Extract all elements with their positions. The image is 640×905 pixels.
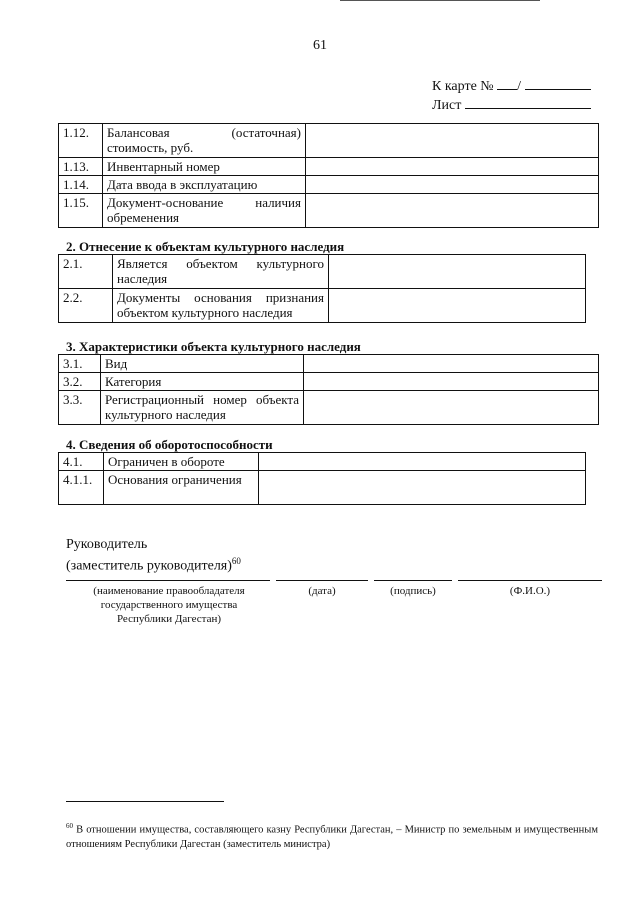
row-number: 3.1. — [59, 355, 101, 373]
footnote-ref: 60 — [231, 556, 241, 566]
row-value[interactable] — [306, 194, 599, 228]
row-number: 1.12. — [59, 124, 103, 158]
page-number: 61 — [313, 38, 327, 53]
row-label: Балансовая (остаточная) стоимость, руб. — [103, 124, 306, 158]
signature-caption: (подпись) — [390, 585, 436, 597]
table-row — [59, 255, 586, 289]
row-label: Дата ввода в эксплуатацию — [103, 176, 306, 194]
table-row — [59, 158, 599, 176]
row-label: Документы основания признания объектом культурного наследия — [113, 289, 329, 323]
table-row — [59, 289, 586, 323]
table-row — [59, 391, 599, 425]
card-subnumber-blank[interactable] — [525, 76, 591, 90]
table-row — [59, 355, 599, 373]
full-name-line[interactable] — [458, 580, 602, 581]
sheet-line — [432, 95, 591, 114]
row-value[interactable] — [304, 391, 599, 425]
row-label: Ограничен в обороте — [104, 453, 259, 471]
row-label: Вид — [101, 355, 304, 373]
row-number: 1.14. — [59, 176, 103, 194]
signer-title: Руководитель — [66, 537, 148, 552]
section-title-heritage-characteristics: 3. Характеристики объекта культурного наследия — [66, 339, 361, 354]
signature-line[interactable] — [374, 580, 452, 581]
row-number: 2.1. — [59, 255, 113, 289]
row-label: Регистрационный номер объекта культурного наследия — [101, 391, 304, 425]
table-row — [59, 453, 586, 471]
table-row — [59, 194, 599, 228]
full-name-caption: (Ф.И.О.) — [509, 585, 551, 597]
holder-caption: (наименование правообладателя государственного имущества Республики Дагестан) — [93, 585, 245, 625]
table-property-details — [58, 123, 599, 228]
footnote-text: В отношении имущества, составляющего казну Республики Дагестан, – Министр по земельным и имущественным отношениям Республики Дагестан (заместитель министра) — [66, 824, 598, 850]
signer-deputy: (заместитель руководителя)$^{60}$ — [66, 556, 241, 574]
row-value[interactable] — [259, 453, 586, 471]
row-number: 4.1. — [59, 453, 104, 471]
row-label: Является объектом культурного наследия — [113, 255, 329, 289]
row-value[interactable] — [259, 471, 586, 505]
row-number: 3.3. — [59, 391, 101, 425]
sheet-label: Лист — [432, 98, 462, 113]
row-value[interactable] — [304, 373, 599, 391]
row-label: Основания ограничения — [104, 471, 259, 505]
row-number: 2.2. — [59, 289, 113, 323]
table-row — [59, 373, 599, 391]
row-number: 3.2. — [59, 373, 101, 391]
top-rule — [340, 0, 540, 1]
card-number-blank[interactable] — [497, 76, 517, 90]
section-title-cultural-heritage: 2. Отнесение к объектам культурного наследия — [66, 239, 345, 254]
card-number-line — [432, 76, 591, 95]
row-value[interactable] — [329, 289, 586, 323]
row-label: Инвентарный номер — [103, 158, 306, 176]
date-caption: (дата) — [308, 585, 336, 597]
row-value[interactable] — [304, 355, 599, 373]
table-row — [59, 471, 586, 505]
card-number-slash: / — [517, 79, 522, 94]
table-transferability — [58, 452, 586, 505]
footnote-marker: 60 — [66, 822, 73, 830]
date-line[interactable] — [276, 580, 368, 581]
row-number: 1.13. — [59, 158, 103, 176]
section-title-transferability: 4. Сведения об оборотоспособности — [66, 437, 273, 452]
table-heritage-characteristics — [58, 354, 599, 425]
holder-name-line[interactable] — [66, 580, 270, 581]
table-row — [59, 176, 599, 194]
row-value[interactable] — [306, 124, 599, 158]
row-label: Категория — [101, 373, 304, 391]
row-value[interactable] — [306, 176, 599, 194]
sheet-blank[interactable] — [465, 95, 591, 109]
card-reference — [432, 76, 591, 114]
row-number: 1.15. — [59, 194, 103, 228]
row-value[interactable] — [329, 255, 586, 289]
signer-block — [66, 536, 241, 575]
table-row — [59, 124, 599, 158]
row-label: Документ-основание наличия обременения — [103, 194, 306, 228]
card-number-label: К карте № — [432, 79, 494, 94]
table-cultural-heritage — [58, 254, 586, 323]
row-number: 4.1.1. — [59, 471, 104, 505]
footnote-separator — [66, 801, 224, 802]
row-value[interactable] — [306, 158, 599, 176]
footnote — [66, 819, 598, 852]
